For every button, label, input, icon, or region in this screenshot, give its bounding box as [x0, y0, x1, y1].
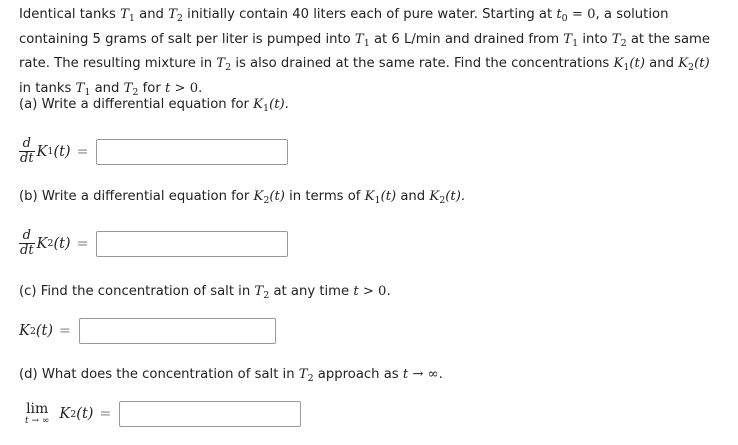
- part-b-prompt: (b) Write a differential equation for $K_2(t)$ in terms of $K_1(t)$ and $K_2(t)$.: [19, 189, 466, 206]
- tank-symbol: T: [120, 7, 129, 22]
- part-a-equation: $\frac{d}{dt}$ K 1 (t) =: [19, 137, 288, 166]
- part-d-equation: lim t → ∞ K 2 (t) =: [25, 401, 301, 427]
- derivative-operator: $\frac{d}{dt}$: [20, 228, 34, 258]
- limit-operator: lim t → ∞: [25, 400, 50, 426]
- part-c-prompt: (c) Find the concentration of salt in $T_2$ at any time t > 0.: [19, 284, 391, 301]
- answer-input-b[interactable]: [96, 231, 288, 257]
- part-d-prompt: (d) What does the concentration of salt in $T_2$ approach as t → ∞.: [19, 367, 443, 384]
- part-b-equation: $\frac{d}{dt}$ K 2 (t) =: [19, 229, 288, 258]
- part-a-prompt: (a) Write a differential equation for $K_1(t)$.: [19, 97, 289, 114]
- problem-text: Identical tanks: [19, 7, 121, 22]
- part-c-equation: K 2 (t) =: [19, 318, 276, 344]
- answer-input-c[interactable]: [79, 318, 276, 344]
- derivative-operator: $\frac{d}{dt}$: [20, 136, 34, 166]
- answer-input-d[interactable]: [119, 401, 301, 427]
- problem-statement: Identical tanks $T_1$ and $T_2$ initially contain 40 liters each of pure water. Starting at $t_0 = 0$, a solution containing 5 grams of salt per liter is pumped into $T_1$ at 6 L/min and drained from $T_1$ into $T_2$ at the same rate. The resulting mixture in $T_2$ is also drained at the same rate. Find the concentrations $K_1(t)$ and $K_2(t)$ in tanks $T_1$ and $T_2$ for t > 0.: [19, 7, 711, 98]
- answer-input-a[interactable]: [96, 139, 288, 165]
